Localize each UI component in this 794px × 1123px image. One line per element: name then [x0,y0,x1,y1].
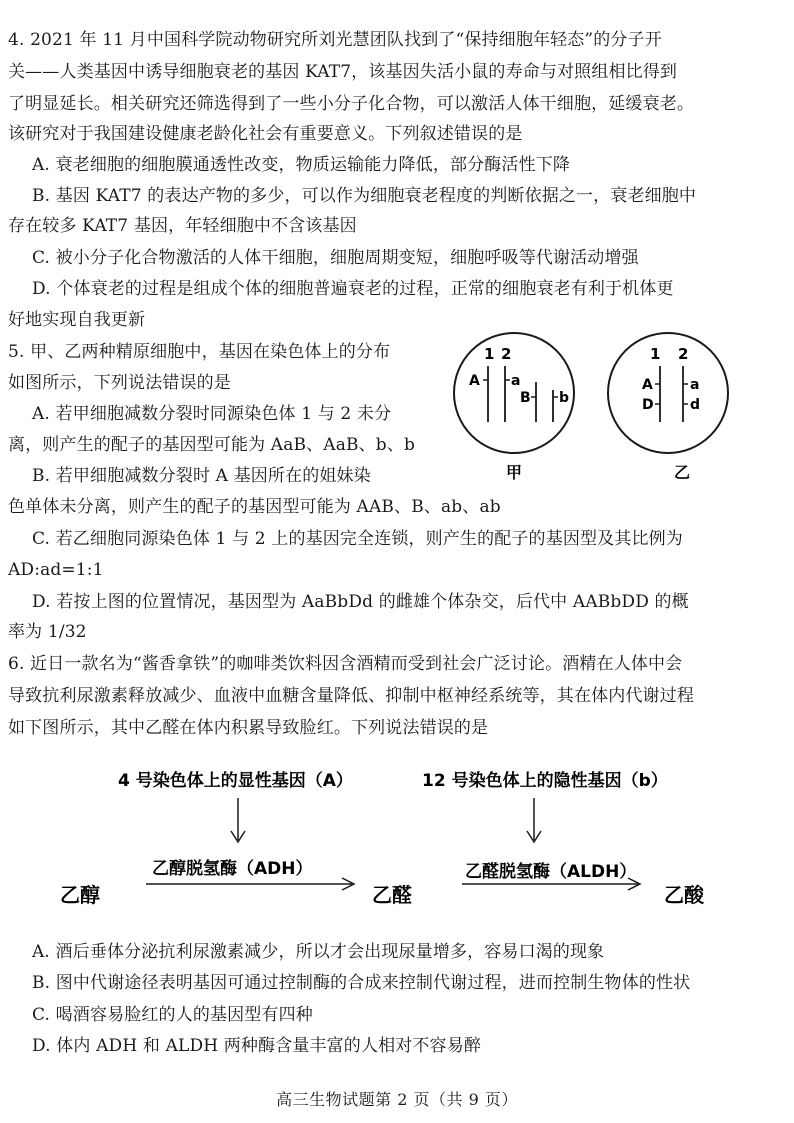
q6-stem-line-1: 6. 近日一款名为“酱香拿铁”的咖啡类饮料因含酒精而受到社会广泛讨论。酒精在人体中会 [8,654,683,674]
q4-stem-line-3: 了明显延长。相关研究还筛选得到了一些小分子化合物，可以激活人体干细胞，延缓衰老。 [8,94,694,114]
jia-chrom-label-1: 1 [484,345,495,363]
q6-stem-line-3: 如下图所示，其中乙醛在体内积累导致脸红。下列说法错误的是 [8,718,489,738]
q6-metabolism-diagram [60,760,740,910]
q6-stem-line-2: 导致抗利尿激素释放减少、血液中血糖含量降低、抑制中枢神经系统等，其在体内代谢过程 [8,686,694,706]
q5-option-c-line-1: C. 若乙细胞同源染色体 1 与 2 上的基因完全连锁，则产生的配子的基因型及其比例为 [32,529,683,549]
q5-stem-line-2: 如图所示，下列说法错误的是 [8,373,231,393]
cell-yi-label: 乙 [674,463,691,482]
q4-stem-line-4: 该研究对于我国建设健康老龄化社会有重要意义。下列叙述错误的是 [8,124,523,144]
yi-chrom-label-2: 2 [678,345,689,363]
q4-option-c: C. 被小分子化合物激活的人体干细胞，细胞周期变短，细胞呼吸等代谢活动增强 [32,248,639,268]
enzyme-aldh-label: 乙醛脱氢酶（ALDH） [465,862,637,882]
q5-cells-figure [450,330,780,490]
gene-a-label: 4 号染色体上的显性基因（A） [118,771,353,791]
ethanol-label: 乙醇 [60,883,100,907]
yi-gene-a: a [690,377,700,393]
jia-gene-B: B [520,390,531,406]
yi-gene-d: d [690,397,701,413]
q5-option-b-line-1: B. 若甲细胞减数分裂时 A 基因所在的姐妹染 [32,466,371,486]
acetaldehyde-label: 乙醛 [372,883,412,907]
q5-option-d-line-2: 率为 1/32 [8,622,87,642]
q6-option-a: A. 酒后垂体分泌抗利尿激素减少，所以才会出现尿量增多，容易口渴的现象 [32,942,605,962]
yi-gene-D: D [642,397,654,413]
q5-option-a-line-2: 离，则产生的配子的基因型可能为 AaB、AaB、b、b [8,435,416,455]
q5-option-b-line-2: 色单体未分离，则产生的配子的基因型可能为 AAB、B、ab、ab [8,497,501,517]
q4-option-d-line-1: D. 个体衰老的过程是组成个体的细胞普遍衰老的过程，正常的细胞衰老有利于机体更 [32,279,674,299]
jia-gene-a: a [511,373,521,389]
cell-jia-label: 甲 [506,463,523,482]
jia-chrom-label-2: 2 [501,345,512,363]
q4-stem-line-2: 关——人类基因中诱导细胞衰老的基因 KAT7，该基因失活小鼠的寿命与对照组相比得到 [8,62,678,82]
yi-gene-A: A [642,377,653,393]
q6-option-d: D. 体内 ADH 和 ALDH 两种酶含量丰富的人相对不容易醉 [32,1036,481,1056]
q4-option-d-line-2: 好地实现自我更新 [8,310,146,330]
q4-option-a: A. 衰老细胞的细胞膜通透性改变，物质运输能力降低，部分酶活性下降 [32,155,571,175]
cell-yi [608,333,728,482]
gene-b-label: 12 号染色体上的隐性基因（b） [422,771,668,791]
q6-option-b: B. 图中代谢途径表明基因可通过控制酶的合成来控制代谢过程，进而控制生物体的性状 [32,973,691,993]
q5-option-d-line-1: D. 若按上图的位置情况，基因型为 AaBbDd 的雌雄个体杂交，后代中 AABbDD 的概 [32,592,689,612]
acetic-acid-label: 乙酸 [664,883,704,907]
cell-jia [454,333,574,482]
q5-stem-line-1: 5. 甲、乙两种精原细胞中，基因在染色体上的分布 [8,342,391,362]
jia-gene-b: b [559,390,570,406]
q4-option-b-line-2: 存在较多 KAT7 基因，年轻细胞中不含该基因 [8,216,357,236]
q4-stem-line-1: 4. 2021 年 11 月中国科学院动物研究所刘光慧团队找到了“保持细胞年轻态”的分子开 [8,30,662,50]
q4-option-b-line-1: B. 基因 KAT7 的表达产物的多少，可以作为细胞衰老程度的判断依据之一，衰老细胞中 [32,186,697,206]
q6-option-c: C. 喝酒容易脸红的人的基因型有四种 [32,1005,313,1025]
enzyme-adh-label: 乙醇脱氢酶（ADH） [152,859,313,879]
page-footer: 高三生物试题第 2 页（共 9 页） [276,1090,518,1109]
q5-option-a-line-1: A. 若甲细胞减数分裂时同源染色体 1 与 2 未分 [32,404,392,424]
jia-gene-A: A [469,373,480,389]
q5-option-c-line-2: AD:ad=1:1 [8,560,104,580]
yi-chrom-label-1: 1 [650,345,661,363]
